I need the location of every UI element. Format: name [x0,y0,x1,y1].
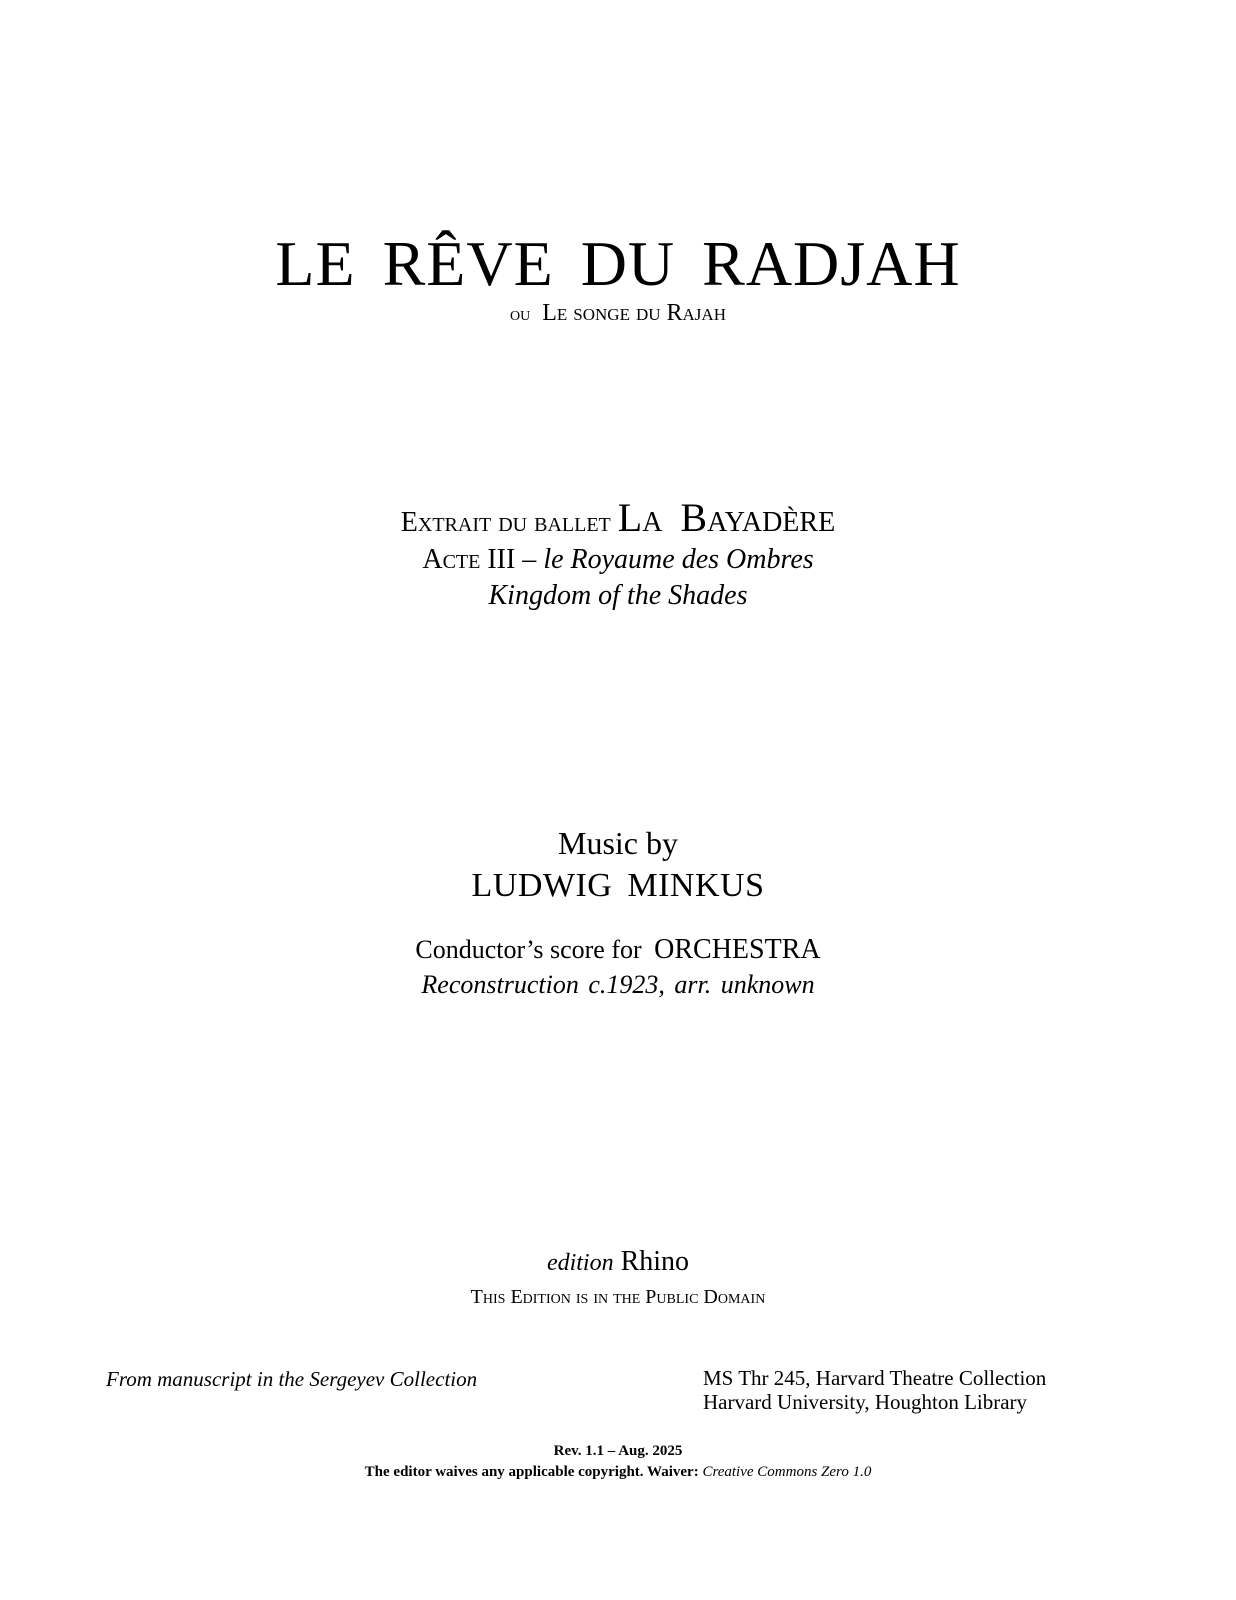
composer-name: LUDWIG MINKUS [471,867,765,904]
reconstruction-note: Reconstruction c.1923, arr. unknown [421,970,815,999]
ballet-name: La Bayadère [617,495,836,540]
manuscript-location [703,1366,1046,1414]
waiver-license: Creative Commons Zero 1.0 [702,1464,872,1480]
score-prefix: Conductor’s score for [415,935,642,964]
score-title: LE RÊVE DU RADJAH [275,228,961,299]
alternate-title-prefix: ou [510,303,531,325]
alternate-title [0,298,1236,329]
act-name-en: Kingdom of the Shades [488,580,748,611]
edition-prefix: edition [546,1250,614,1276]
act-name-fr: le Royaume des Ombres [543,544,814,575]
act-label: Acte III – [422,544,537,575]
manuscript-location-line1: MS Thr 245, Harvard Theatre Collection [703,1366,1047,1390]
extract-prefix: Extrait du ballet [400,507,611,538]
edition-line [0,1244,1236,1281]
copyright-waiver [0,1462,1236,1482]
edition-name: Rhino [620,1246,690,1277]
manuscript-source: From manuscript in the Sergeyev Collection [106,1367,478,1391]
public-domain-notice: This Edition is in the Public Domain [470,1286,766,1308]
manuscript-location-line2: Harvard University, Houghton Library [703,1390,1028,1414]
act-line [0,542,1236,578]
revision-info: Rev. 1.1 – Aug. 2025 [553,1443,683,1459]
score-ensemble: ORCHESTRA [654,934,821,965]
music-by-label: Music by [558,825,678,861]
score-type-line [0,933,1236,967]
waiver-text: The editor waives any applicable copyright. Waiver: [364,1464,699,1480]
alternate-title-text: Le songe du Rajah [542,300,726,326]
ballet-extract-line [0,494,1236,547]
